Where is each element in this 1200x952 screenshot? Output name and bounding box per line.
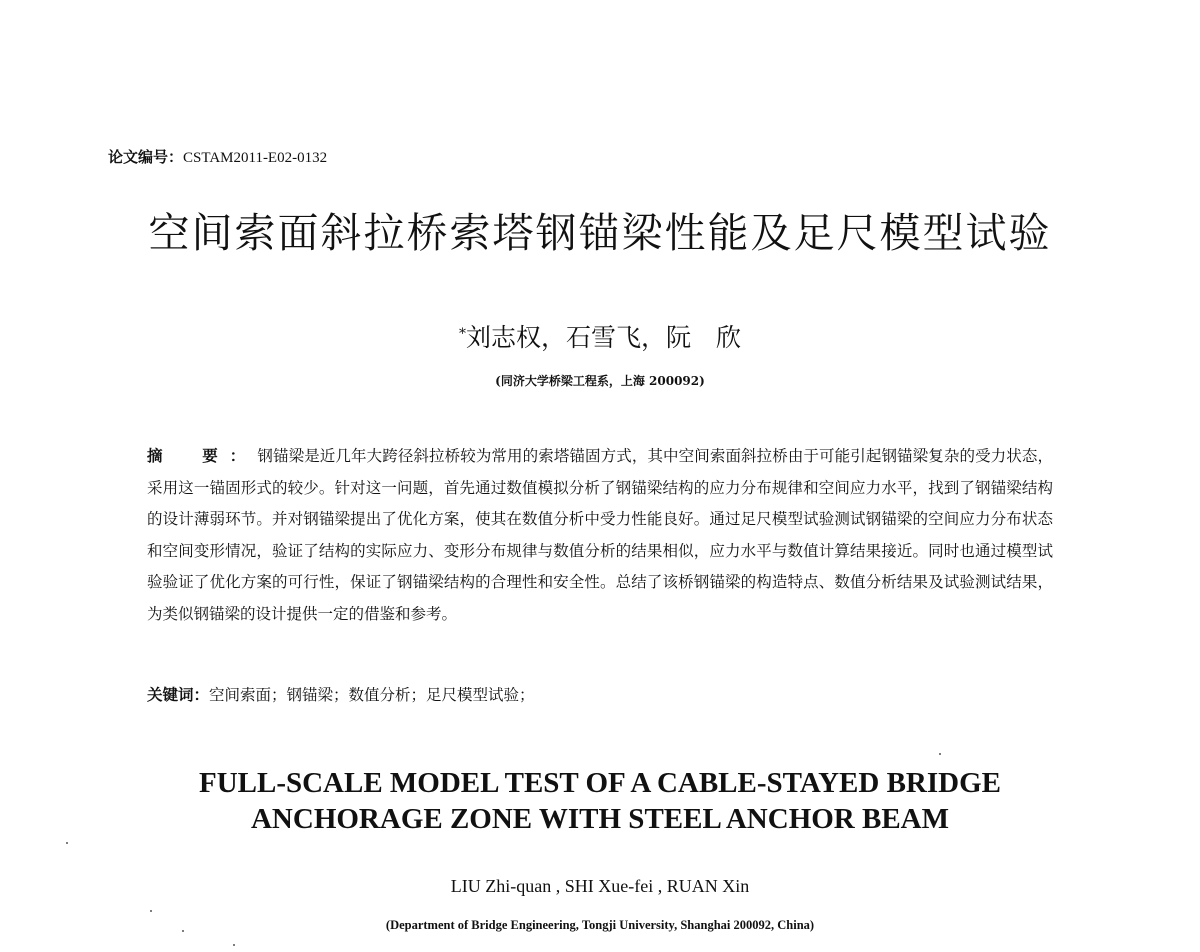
keywords-text: 空间索面；钢锚梁；数值分析；足尺模型试验； — [209, 686, 535, 704]
chinese-author-names: 刘志权，石雪飞，阮 欣 — [465, 323, 741, 352]
chinese-authors — [0, 318, 1200, 354]
scan-speck — [233, 944, 235, 946]
english-affiliation: (Department of Bridge Engineering, Tongji University, Shanghai 200092, China) — [385, 918, 815, 932]
corresponding-author-mark: * — [458, 326, 466, 342]
chinese-abstract — [147, 440, 1053, 630]
abstract-text: 钢锚梁是近几年大跨径斜拉桥较为常用的索塔锚固方式，其中空间索面斜拉桥由于可能引起钢锚梁复杂的受力状态，采用这一锚固形式的较少。针对这一问题，首先通过数值模拟分析了钢锚梁结构的应力分布规律和空间应力水平，找到了钢锚梁结构的设计薄弱环节。并对钢锚梁提出了优化方案，使其在数值分析中受力性能良好。通过足尺模型试验测试钢锚梁的空间应力分布状态和空间变形情况，验证了结构的实际应力、变形分布规律与数值分析的结果相似，应力水平与数值计算结果接近。同时也通过模型试验验证了优化方案的可行性，保证了钢锚梁结构的合理性和安全性。总结了该桥钢锚梁的构造特点、数值分析结果及试验测试结果，为类似钢锚梁的设计提供一定的借鉴和参考。 — [147, 447, 1053, 623]
scan-speck — [939, 753, 941, 755]
english-title-line-2: ANCHORAGE ZONE WITH STEEL ANCHOR BEAM — [250, 803, 949, 835]
scan-speck — [182, 930, 184, 932]
paper-number — [108, 146, 327, 167]
keywords-label: 关键词： — [147, 685, 210, 704]
english-title — [0, 765, 1200, 837]
scan-speck — [66, 842, 68, 844]
paper-number-value: CSTAM2011-E02-0132 — [183, 150, 328, 166]
abstract-label: 摘 要： — [147, 446, 258, 465]
english-title-line-1: FULL-SCALE MODEL TEST OF A CABLE-STAYED BRIDGE — [198, 767, 1002, 799]
english-authors: LIU Zhi-quan , SHI Xue-fei , RUAN Xin — [450, 876, 750, 896]
paper-number-label: 论文编号： — [108, 148, 184, 166]
chinese-affiliation: (同济大学桥梁工程系，上海 200092) — [495, 374, 705, 388]
chinese-title: 空间索面斜拉桥索塔钢锚梁性能及足尺模型试验 — [148, 209, 1052, 257]
scan-speck — [150, 910, 152, 912]
chinese-keywords — [147, 683, 1053, 705]
